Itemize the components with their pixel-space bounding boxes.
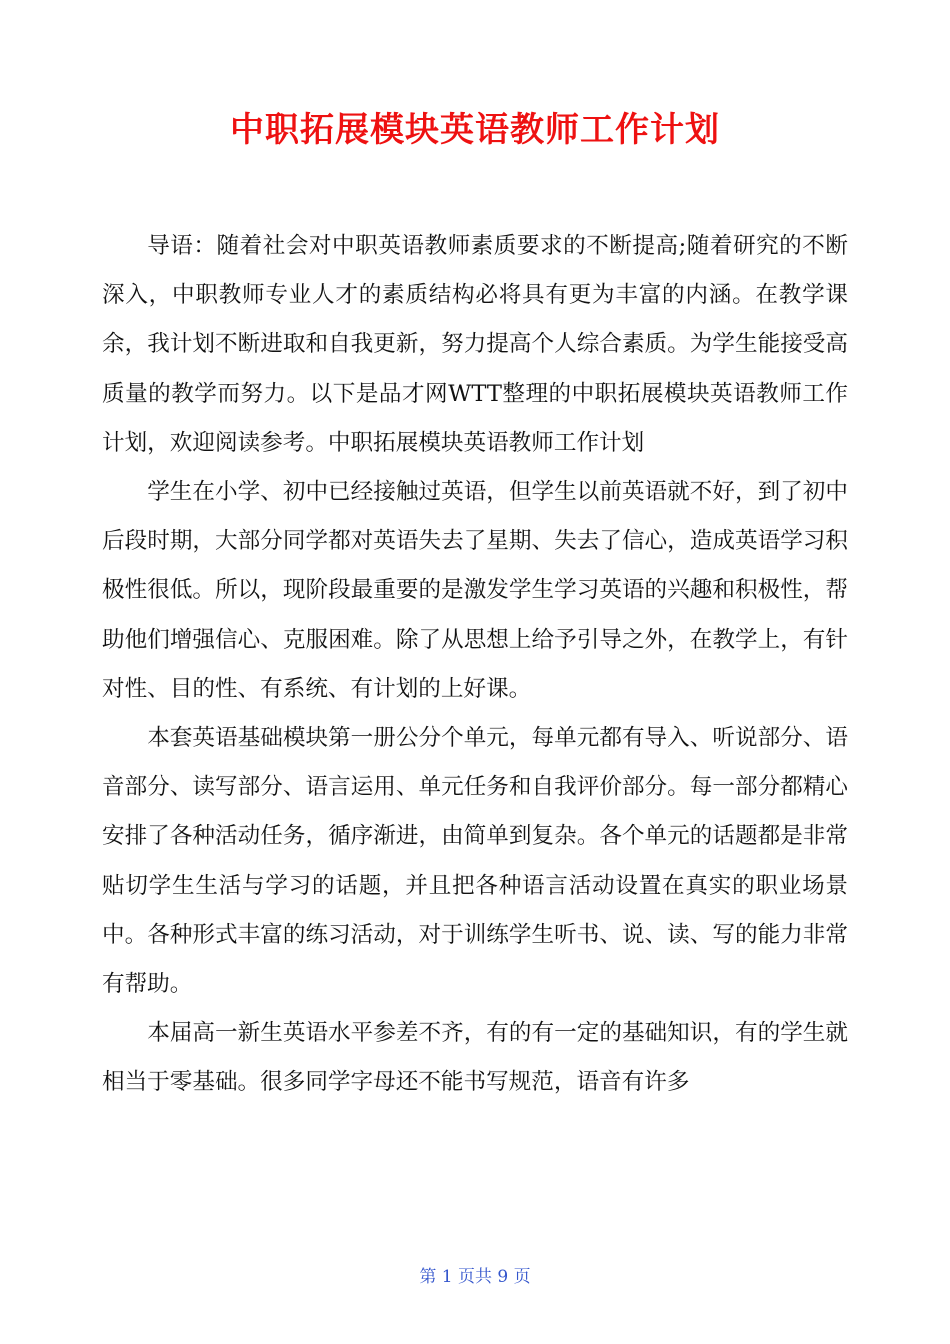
document-title: 中职拓展模块英语教师工作计划 <box>230 110 720 150</box>
paragraph-student-levels: 本届高一新生英语水平参差不齐，有的有一定的基础知识，有的学生就相当于零基础。很多同学字母还不能书写规范，语音有许多 <box>102 1020 848 1096</box>
paragraph-students-background: 学生在小学、初中已经接触过英语，但学生以前英语就不好，到了初中后段时期，大部分同学都对英语失去了星期、失去了信心，造成英语学习积极性很低。所以，现阶段最重要的是激发学生学习英语的兴趣和积极性，帮助他们增强信心、克服困难。除了从思想上给予引导之外，在教学上，有针对性、目的性、有系统、有计划的上好课。 <box>102 479 848 702</box>
paragraph-textbook-structure: 本套英语基础模块第一册公分个单元，每单元都有导入、听说部分、语音部分、读写部分、语言运用、单元任务和自我评价部分。每一部分都精心安排了各种活动任务，循序渐进，由简单到复杂。各个单元的话题都是非常贴切学生生活与学习的话题，并且把各种语言活动设置在真实的职业场景中。各种形式丰富的练习活动，对于训练学生听书、说、读、写的能力非常有帮助。 <box>102 725 848 998</box>
page-number-footer: 第 1 页共 9 页 <box>419 1267 531 1287</box>
document-body <box>102 222 848 1108</box>
paragraph-intro: 导语：随着社会对中职英语教师素质要求的不断提高;随着研究的不断深入，中职教师专业人才的素质结构必将具有更为丰富的内涵。在教学课余，我计划不断进取和自我更新，努力提高个人综合素质。为学生能接受高质量的教学而努力。以下是品才网WTT整理的中职拓展模块英语教师工作计划，欢迎阅读参考。中职拓展模块英语教师工作计划 <box>102 233 848 456</box>
